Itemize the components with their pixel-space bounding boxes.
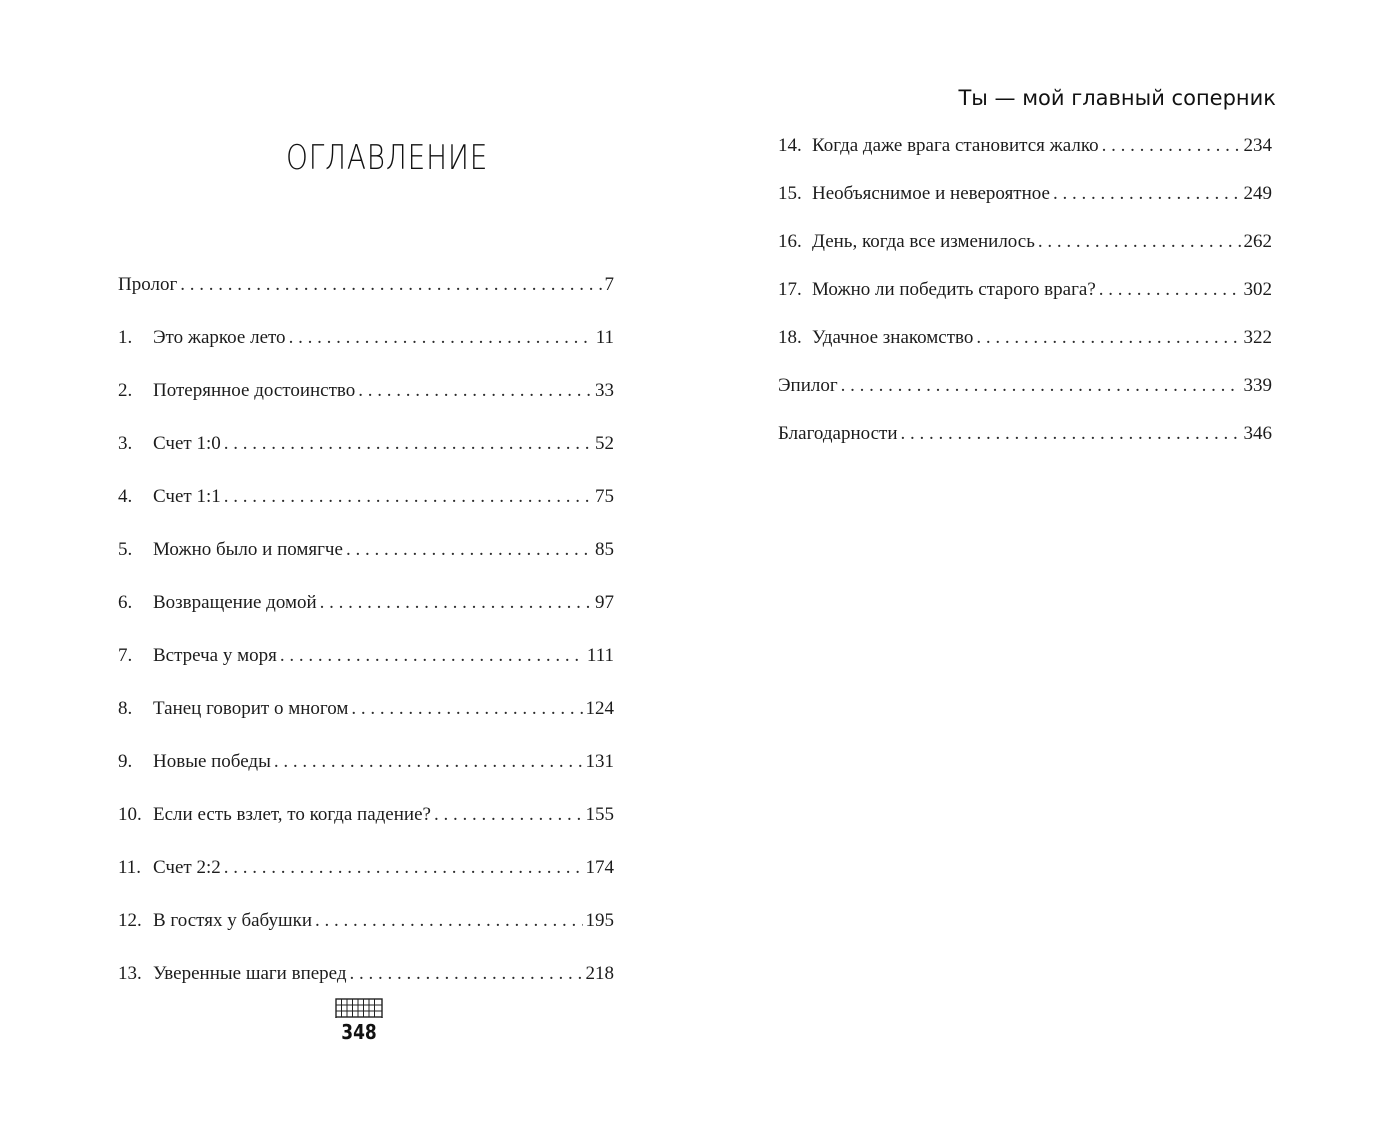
- toc-entry-title: Потерянное достоинство: [153, 380, 356, 401]
- toc-entry-number: 2.: [118, 380, 133, 401]
- toc-entry: [118, 427, 614, 480]
- toc-entry-title: Необъяснимое и невероятное: [812, 183, 1050, 204]
- toc-entry-number: 18.: [778, 327, 802, 348]
- toc-entry-page: 174: [585, 857, 614, 878]
- toc-entry-number: 5.: [118, 539, 133, 560]
- toc-entry-number: 10.: [118, 804, 142, 825]
- toc-entry-number: 17.: [778, 279, 802, 300]
- toc-entry: [118, 480, 614, 533]
- toc-dot-leader: [346, 533, 592, 567]
- toc-entry: [778, 273, 1272, 321]
- toc-dot-leader: [224, 427, 592, 461]
- toc-dot-leader: [224, 851, 583, 885]
- toc-entry-page: 234: [1243, 135, 1272, 156]
- toc-dot-leader: [320, 586, 592, 620]
- toc-entry-title: Благодарности: [778, 423, 898, 444]
- toc-entry-title: Эпилог: [778, 375, 838, 396]
- toc-entry-page: 11: [595, 327, 614, 348]
- toc-entry-number: 8.: [118, 698, 133, 719]
- toc-entry-number: 13.: [118, 963, 142, 984]
- toc-entry-page: 33: [595, 380, 614, 401]
- toc-entry: [778, 321, 1272, 369]
- toc-entry-number: 15.: [778, 183, 802, 204]
- toc-dot-leader: [315, 904, 582, 938]
- toc-dot-leader: [350, 957, 583, 991]
- toc-dot-leader: [280, 639, 584, 673]
- toc-entry: [778, 369, 1272, 417]
- toc-entry-page: 97: [595, 592, 614, 613]
- toc-entry-title: Уверенные шаги вперед: [153, 963, 347, 984]
- toc-dot-leader: [358, 374, 592, 408]
- toc-entry-number: 14.: [778, 135, 802, 156]
- toc-entry-number: 1.: [118, 327, 133, 348]
- toc-heading: ОГЛАВЛЕНИЕ: [286, 138, 489, 178]
- toc-entry-number: 3.: [118, 433, 133, 454]
- toc-dot-leader: [841, 369, 1241, 403]
- toc-entry-number: 16.: [778, 231, 802, 252]
- toc-entry: [118, 904, 614, 957]
- toc-list-left: [118, 268, 614, 1010]
- toc-dot-leader: [180, 268, 601, 302]
- toc-entry-page: 111: [586, 645, 614, 666]
- toc-entry-page: 75: [595, 486, 614, 507]
- toc-entry: [118, 268, 614, 321]
- toc-list-right: [778, 129, 1272, 465]
- page-number-folio: [335, 998, 383, 1044]
- toc-entry-title: Счет 1:0: [153, 433, 221, 454]
- toc-dot-leader: [224, 480, 592, 514]
- toc-entry-number: 4.: [118, 486, 133, 507]
- toc-entry-page: 339: [1243, 375, 1272, 396]
- toc-dot-leader: [901, 417, 1241, 451]
- toc-entry-title: Можно было и помягче: [153, 539, 343, 560]
- right-page: [696, 0, 1393, 1125]
- page-number: 348: [341, 1020, 377, 1044]
- toc-entry-title: Счет 2:2: [153, 857, 221, 878]
- toc-entry-page: 7: [604, 274, 614, 295]
- toc-entry-page: 195: [585, 910, 614, 931]
- toc-entry-page: 346: [1243, 423, 1272, 444]
- toc-entry: [778, 177, 1272, 225]
- left-page: [0, 0, 696, 1125]
- toc-entry-page: 262: [1243, 231, 1272, 252]
- toc-dot-leader: [976, 321, 1240, 355]
- toc-entry-page: 155: [585, 804, 614, 825]
- toc-entry: [118, 586, 614, 639]
- toc-entry-number: 6.: [118, 592, 133, 613]
- toc-entry-title: Можно ли победить старого врага?: [812, 279, 1096, 300]
- toc-entry: [118, 692, 614, 745]
- toc-entry-title: Счет 1:1: [153, 486, 221, 507]
- toc-entry-number: 9.: [118, 751, 133, 772]
- toc-entry-title: Новые победы: [153, 751, 271, 772]
- toc-entry-title: Когда даже врага становится жалко: [812, 135, 1099, 156]
- toc-dot-leader: [274, 745, 583, 779]
- toc-dot-leader: [434, 798, 583, 832]
- toc-entry: [118, 798, 614, 851]
- toc-dot-leader: [351, 692, 582, 726]
- toc-entry-page: 249: [1243, 183, 1272, 204]
- toc-entry: [778, 417, 1272, 465]
- toc-dot-leader: [1038, 225, 1241, 259]
- toc-entry-number: 11.: [118, 857, 142, 878]
- net-grid-icon: [335, 998, 383, 1018]
- running-head: Ты — мой главный соперник: [958, 86, 1276, 110]
- toc-entry: [118, 851, 614, 904]
- toc-entry-number: 7.: [118, 645, 133, 666]
- toc-entry-title: Это жаркое лето: [153, 327, 286, 348]
- toc-dot-leader: [1102, 129, 1241, 163]
- toc-entry: [778, 225, 1272, 273]
- toc-entry-page: 52: [595, 433, 614, 454]
- toc-entry-title: Если есть взлет, то когда падение?: [153, 804, 431, 825]
- toc-entry: [118, 374, 614, 427]
- toc-entry-title: Пролог: [118, 274, 178, 295]
- toc-entry: [118, 639, 614, 692]
- toc-entry-title: Танец говорит о многом: [153, 698, 349, 719]
- toc-entry-page: 302: [1243, 279, 1272, 300]
- toc-entry-page: 218: [585, 963, 614, 984]
- toc-entry-page: 131: [585, 751, 614, 772]
- toc-entry-number: 12.: [118, 910, 142, 931]
- toc-entry: [778, 129, 1272, 177]
- toc-entry-title: Встреча у моря: [153, 645, 277, 666]
- toc-entry-page: 124: [585, 698, 614, 719]
- toc-dot-leader: [1053, 177, 1241, 211]
- toc-entry: [118, 533, 614, 586]
- toc-entry: [118, 321, 614, 374]
- toc-dot-leader: [289, 321, 593, 355]
- toc-entry-page: 322: [1243, 327, 1272, 348]
- toc-entry: [118, 745, 614, 798]
- toc-entry-title: День, когда все изменилось: [812, 231, 1035, 252]
- toc-entry-page: 85: [595, 539, 614, 560]
- toc-entry-title: В гостях у бабушки: [153, 910, 313, 931]
- toc-dot-leader: [1099, 273, 1241, 307]
- toc-entry-title: Удачное знакомство: [812, 327, 974, 348]
- toc-entry-title: Возвращение домой: [153, 592, 317, 613]
